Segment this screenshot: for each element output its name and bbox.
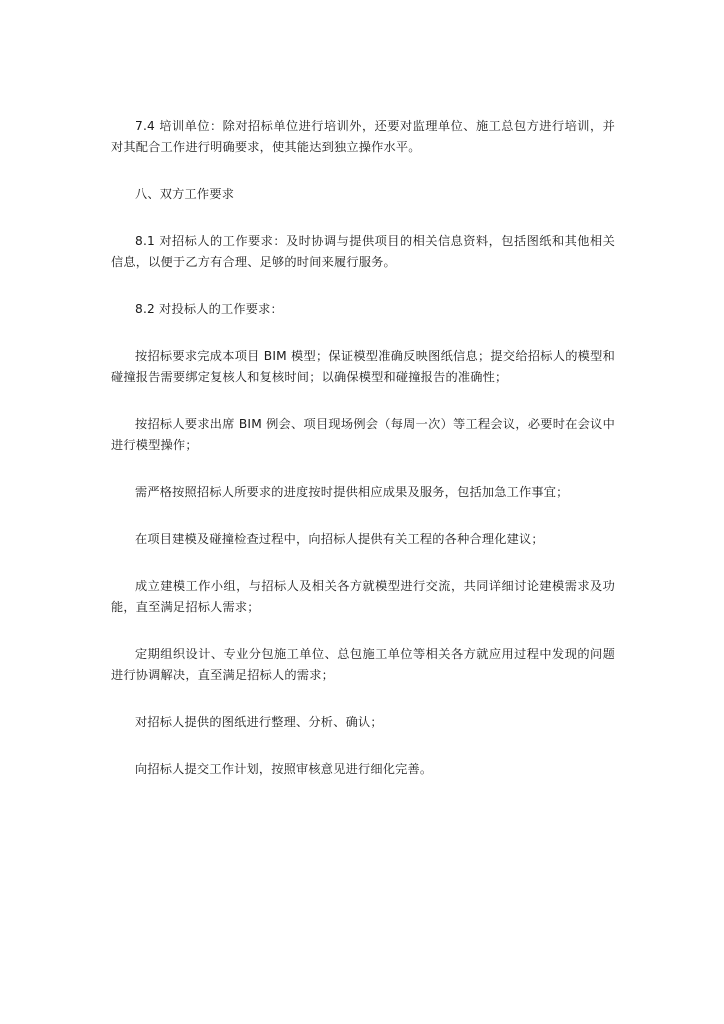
- paragraph-suggestions: 在项目建模及碰撞检查过程中，向招标人提供有关工程的各种合理化建议；: [135, 532, 544, 546]
- paragraph-coordination: 定期组织设计、专业分包施工单位、总包施工单位等相关各方就应用过程中发现的问题进行协调解决，直至满足招标人的需求；: [111, 647, 615, 682]
- paragraph-working-group: 成立建模工作小组，与招标人及相关各方就模型进行交流，共同详细讨论建模需求及功能，直至满足招标人需求；: [111, 579, 615, 614]
- paragraph-work-plan: 向招标人提交工作计划，按照审核意见进行细化完善。: [135, 762, 433, 776]
- paragraph-drawings: 对招标人提供的图纸进行整理、分析、确认；: [135, 715, 383, 729]
- paragraph-schedule: 需严格按照招标人所要求的进度按时提供相应成果及服务，包括加急工作事宜；: [135, 485, 569, 499]
- document-body: [111, 116, 615, 806]
- paragraph-7-4-training: 7.4 培训单位：除对招标单位进行培训外，还要对监理单位、施工总包方进行培训，并对其配合工作进行明确要求，使其能达到独立操作水平。: [111, 119, 615, 154]
- paragraph-meetings: 按招标人要求出席 BIM 例会、项目现场例会（每周一次）等工程会议，必要时在会议中进行模型操作；: [111, 417, 615, 452]
- paragraph-bim-model: 按招标要求完成本项目 BIM 模型；保证模型准确反映图纸信息；提交给招标人的模型和碰撞报告需要绑定复核人和复核时间；以确保模型和碰撞报告的准确性；: [111, 349, 615, 384]
- paragraph-8-1: 8.1 对招标人的工作要求：及时协调与提供项目的相关信息资料，包括图纸和其他相关信息，以便于乙方有合理、足够的时间来履行服务。: [111, 234, 615, 269]
- section-heading-8: 八、双方工作要求: [135, 187, 235, 201]
- paragraph-8-2: 8.2 对投标人的工作要求：: [135, 302, 283, 316]
